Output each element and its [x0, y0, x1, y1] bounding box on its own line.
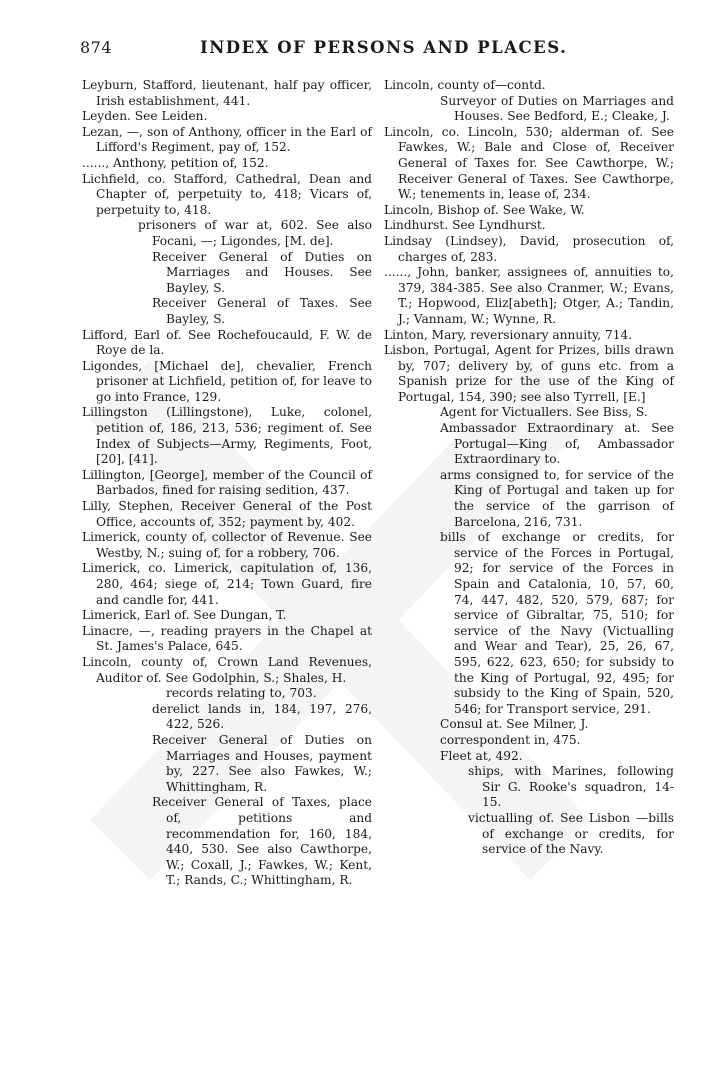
index-entry: Limerick, co. Limerick, capitulation of, 136, 280, 464; siege of, 214; Town Guard, fire and candle for, 441. [82, 561, 372, 607]
index-entry: Lezan, —, son of Anthony, officer in the Earl of Lifford's Regiment, pay of, 152. [82, 124, 372, 155]
index-entry: Lincoln, county of—contd. [384, 78, 546, 92]
page-number: 874 [80, 38, 113, 57]
page-header [80, 38, 690, 62]
index-entry: Receiver General of Duties on Marriages and Houses. See Bayley, S. [152, 249, 372, 295]
index-entry: Linton, Mary, reversionary annuity, 714. [384, 327, 633, 342]
index-entry: Limerick, Earl of. See Dungan, T. [82, 608, 287, 623]
index-entry: Ambassador Extraordinary at. See Portugal—King of, Ambassador Extraordinary to. [440, 421, 674, 467]
index-entry: Lisbon, Portugal, Agent for Prizes, bills drawn by, 707; delivery by, of guns etc. from a Spanish prize for the use of the King of Portugal, 154, 390; see also Tyrrell, [E.] [384, 343, 674, 404]
index-entry: Linacre, —, reading prayers in the Chapel at St. James's Palace, 645. [82, 623, 372, 654]
index-entry: Leyden. See Leiden. [82, 109, 208, 124]
index-entry: Agent for Victuallers. See Biss, S. [440, 405, 648, 420]
index-entry: Limerick, county of, collector of Revenue. See Westby, N.; suing of, for a robbery, 706. [82, 530, 372, 560]
index-entry: Surveyor of Duties on Marriages and Houses. See Bedford, E.; Cleake, J. [440, 93, 674, 124]
index-entry: Lindhurst. See Lyndhurst. [384, 218, 546, 233]
index-entry: Lincoln, county of, Crown Land Revenues, Auditor of. See Godolphin, S.; Shales, H. [82, 654, 372, 685]
index-entry: records relating to, 703. [166, 686, 317, 701]
index-entry: Lindsay (Lindsey), David, prosecution of, charges of, 283. [384, 233, 674, 264]
index-entry: bills of exchange or credits, for service of the Forces in Portugal, 92; for service of the Forces in Spain and Catalonia, 10, 57, 60, 74, 447, 482, 520, 579, 687; for service of Gibraltar, 75, 510; for service of the Navy (Victualling and Wear and Tear), 25, 26, 67, 595, 622, 623, 650; for subsidy to the King of Portugal, 92, 495; for subsidy to the King of Spain, 520, 546; for Transport service, 291. [440, 530, 674, 716]
right-column [384, 78, 674, 858]
left-column [82, 78, 372, 889]
index-entry: Receiver General of Taxes, place of, petitions and recommendation for, 160, 184, 440, 530. See also Cawthorpe, W.; Coxall, J.; Fawkes, W.; Kent, T.; Rands, C.; Whittingham, R. [152, 795, 372, 888]
index-entry: Consul at. See Milner, J. [440, 717, 589, 732]
index-entry: prisoners of war at, 602. See also Focani, —; Ligondes, [M. de]. [138, 218, 372, 248]
index-entry: Lillingston (Lillingstone), Luke, colonel, petition of, 186, 213, 536; regiment of. See Index of Subjects—Army, Regiments, Foot, [20], [41]. [82, 405, 372, 467]
index-entry: Lilly, Stephen, Receiver General of the Post Office, accounts of, 352; payment by, 402. [82, 499, 372, 529]
index-entry: Lillington, [George], member of the Council of Barbados, fined for raising sedition, 437. [82, 467, 372, 498]
index-entry: victualling of. See Lisbon —bills of exchange or credits, for service of the Navy. [468, 810, 674, 857]
index-entry: correspondent in, 475. [440, 732, 581, 747]
running-title: INDEX OF PERSONS AND PLACES. [200, 38, 568, 57]
index-entry: Receiver General of Taxes. See Bayley, S. [152, 296, 372, 326]
index-entry: ships, with Marines, following Sir G. Rooke's squadron, 14-15. [468, 764, 674, 810]
index-entry: Lincoln, Bishop of. See Wake, W. [384, 202, 585, 217]
index-entry: Fleet at, 492. [440, 748, 523, 763]
index-entry: Lifford, Earl of. See Rochefoucauld, F. W. de Roye de la. [82, 327, 372, 358]
index-entry: arms consigned to, for service of the King of Portugal and taken up for the service of the garrison of Barcelona, 216, 731. [440, 467, 674, 529]
index-entry: ......, John, banker, assignees of, annuities to, 379, 384-385. See also Cranmer, W.; Evans, T.; Hopwood, Eliz[abeth]; Otger, A.; Tandin, J.; Vannam, W.; Wynne, R. [384, 265, 674, 326]
index-entry: ......, Anthony, petition of, 152. [82, 155, 269, 170]
index-entry: Lichfield, co. Stafford, Cathedral, Dean and Chapter of, perpetuity to, 418; Vicars of, perpetuity to, 418. [82, 171, 372, 217]
index-entry: Leyburn, Stafford, lieutenant, half pay officer, Irish establishment, 441. [82, 78, 372, 108]
index-entry: Lincoln, co. Lincoln, 530; alderman of. See Fawkes, W.; Bale and Close of, Receiver General of Taxes for. See Cawthorpe, W.; Receiver General of Taxes. See Cawthorpe, W.; tenements in, lease of, 234. [384, 124, 674, 202]
index-entry: Receiver General of Duties on Marriages and Houses, payment by, 227. See also Fawkes, W.; Whittingham, R. [152, 732, 372, 794]
index-entry: Ligondes, [Michael de], chevalier, French prisoner at Lichfield, petition of, for leave to go into France, 129. [82, 358, 372, 404]
index-entry: derelict lands in, 184, 197, 276, 422, 526. [152, 701, 372, 732]
